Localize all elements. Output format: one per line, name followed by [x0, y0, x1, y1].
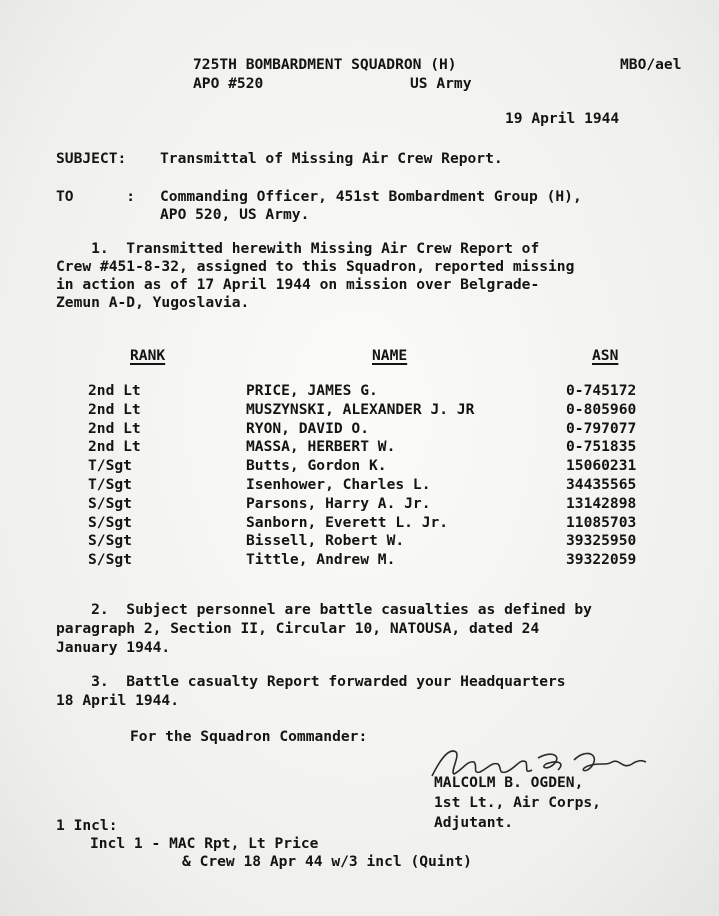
paragraph-2-line-1: 2. Subject personnel are battle casualties as defined by — [56, 601, 592, 618]
rank-cell: 2nd Lt — [88, 382, 141, 399]
subject-label: SUBJECT: — [56, 150, 127, 167]
name-cell: Sanborn, Everett L. Jr. — [246, 513, 449, 531]
column-header-name: NAME — [372, 347, 408, 364]
paragraph-3-line-2: 18 April 1944. — [56, 692, 180, 709]
rank-cell: S/Sgt — [88, 494, 132, 512]
name-cell: Tittle, Andrew M. — [246, 551, 396, 569]
to-label: TO : — [56, 188, 136, 205]
column-header-asn: ASN — [592, 347, 619, 364]
rank-cell: 2nd Lt — [88, 438, 141, 456]
signer-name: MALCOLM B. OGDEN, — [434, 774, 584, 791]
asn-cell: 0-751835 — [566, 438, 637, 456]
rank-cell: 2nd Lt — [88, 400, 141, 418]
asn-cell: 0-745172 — [566, 382, 637, 399]
asn-cell: 11085703 — [566, 513, 637, 531]
signer-rank: 1st Lt., Air Corps, — [434, 794, 601, 811]
to-line-1: Commanding Officer, 451st Bombardment Group (H), — [160, 188, 582, 205]
squadron-name: 725TH BOMBARDMENT SQUADRON (H) — [193, 56, 457, 73]
name-cell: Butts, Gordon K. — [246, 457, 387, 475]
paragraph-1-line-4: Zemun A-D, Yugoslavia. — [56, 294, 250, 311]
document-date: 19 April 1944 — [505, 110, 620, 127]
name-cell: Bissell, Robert W. — [246, 532, 405, 550]
asn-cell: 34435565 — [566, 476, 637, 493]
name-cell: Isenhower, Charles L. — [246, 476, 431, 493]
name-cell: RYON, DAVID O. — [246, 419, 370, 437]
army-label: US Army — [410, 75, 472, 92]
paragraph-2-line-2: paragraph 2, Section II, Circular 10, NATOUSA, dated 24 — [56, 620, 540, 637]
asn-cell: 0-797077 — [566, 419, 637, 437]
inclosure-line-1: Incl 1 - MAC Rpt, Lt Price — [90, 835, 319, 852]
name-cell: Parsons, Harry A. Jr. — [246, 494, 431, 512]
name-cell: PRICE, JAMES G. — [246, 382, 378, 399]
closing-line: For the Squadron Commander: — [130, 728, 368, 745]
rank-cell: S/Sgt — [88, 551, 132, 569]
rank-cell: S/Sgt — [88, 532, 132, 550]
rank-cell: T/Sgt — [88, 476, 132, 493]
paragraph-3-line-1: 3. Battle casualty Report forwarded your Headquarters — [56, 673, 566, 690]
signer-title: Adjutant. — [434, 814, 514, 831]
subject-text: Transmittal of Missing Air Crew Report. — [160, 150, 503, 167]
rank-cell: S/Sgt — [88, 513, 132, 531]
paragraph-1-line-1: 1. Transmitted herewith Missing Air Crew Report of — [56, 240, 540, 257]
rank-cell: 2nd Lt — [88, 419, 141, 437]
asn-cell: 15060231 — [566, 457, 637, 475]
asn-cell: 13142898 — [566, 494, 637, 512]
to-line-2: APO 520, US Army. — [160, 206, 310, 223]
inclosure-count: 1 Incl: — [56, 817, 118, 834]
paragraph-1-line-2: Crew #451-8-32, assigned to this Squadron, reported missing — [56, 258, 575, 275]
paragraph-2-line-3: January 1944. — [56, 639, 171, 656]
name-cell: MUSZYNSKI, ALEXANDER J. JR — [246, 400, 475, 418]
inclosure-line-2: & Crew 18 Apr 44 w/3 incl (Quint) — [182, 853, 472, 870]
asn-cell: 39325950 — [566, 532, 637, 550]
apo-number: APO #520 — [193, 75, 264, 92]
asn-cell: 0-805960 — [566, 400, 637, 418]
paragraph-1-line-3: in action as of 17 April 1944 on mission over Belgrade- — [56, 276, 540, 293]
name-cell: MASSA, HERBERT W. — [246, 438, 396, 456]
column-header-rank: RANK — [130, 347, 166, 364]
rank-cell: T/Sgt — [88, 457, 132, 475]
asn-cell: 39322059 — [566, 551, 637, 569]
reference-initials: MBO/ael — [620, 56, 682, 73]
